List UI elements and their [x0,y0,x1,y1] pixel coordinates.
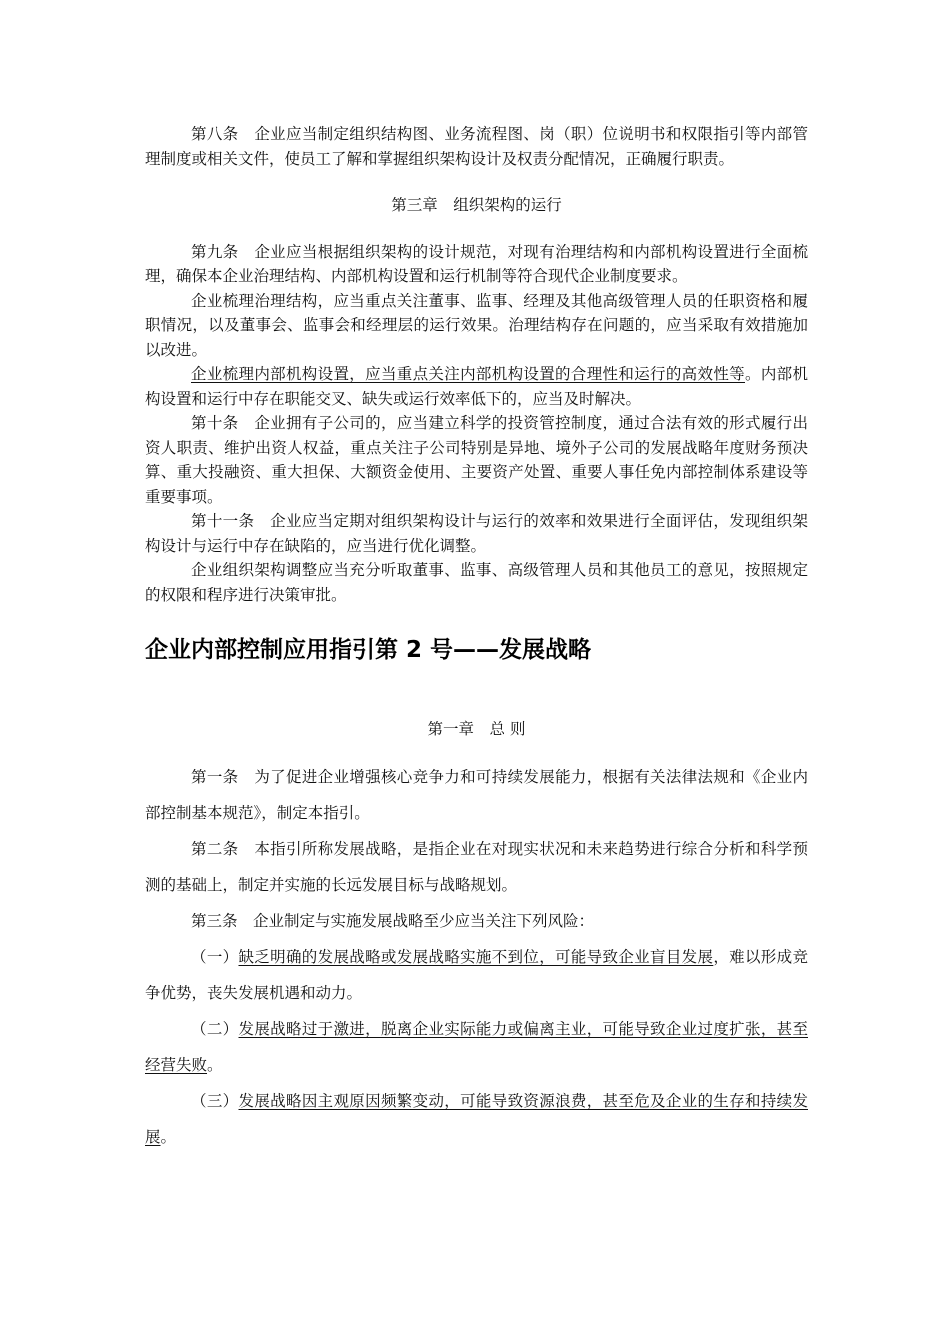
paragraph-adjustment: 企业组织架构调整应当充分听取董事、监事、高级管理人员和其他员工的意见，按照规定的权限和程序进行决策审批。 [145,561,808,604]
section-heading: 企业内部控制应用指引第 2 号——发展战略 [145,637,592,663]
paragraph-governance: 企业梳理治理结构，应当重点关注董事、监事、经理及其他高级管理人员的任职资格和履职情况，以及董事会、监事会和经理层的运行效果。治理结构存在问题的，应当采取有效措施加以改进。 [145,291,808,359]
article-11 [145,509,808,558]
underlined-text: 发展战略因主观原因频繁变动，可能导致资源浪费，甚至危及企业的生存和持续发展 [145,1091,808,1146]
chapter-3-heading [145,193,808,218]
strategy-article-2 [145,831,808,903]
risk-number: （二） [191,1019,239,1038]
chapter-title: 组织架构的运行 [453,196,562,214]
article-text: 企业应当制定组织结构图、业务流程图、岗（职）位说明书和权限指引等内部管理制度或相关文件，使员工了解和掌握组织架构设计及权责分配情况，正确履行职责。 [145,125,808,168]
article-label: 第十条 [191,414,239,432]
paragraph-internal-org [145,362,808,411]
article-label: 第一条 [191,767,239,786]
article-text: 企业应当根据组织架构的设计规范，对现有治理结构和内部机构设置进行全面梳理，确保本企业治理结构、内部机构设置和运行机制等符合现代企业制度要求。 [145,242,808,285]
underlined-text: 缺乏明确的发展战略或发展战略实施不到位，可能导致企业盲目发展 [238,947,714,966]
article-text: 本指引所称发展战略，是指企业在对现实状况和未来趋势进行综合分析和科学预测的基础上，制定并实施的长远发展目标与战略规划。 [145,839,808,894]
strategy-articles [145,759,808,1155]
article-text: 为了促进企业增强核心竞争力和可持续发展能力，根据有关法律法规和《企业内部控制基本规范》，制定本指引。 [145,767,808,822]
plain-text: 。内部机构设置和运行中存在职能交叉、缺失或运行效率低下的，应当及时解决。 [145,365,808,408]
plain-text: 。 [207,1055,223,1074]
risk-item-3 [145,1083,808,1155]
article-9 [145,240,808,289]
article-text: 企业拥有子公司的，应当建立科学的投资管控制度，通过合法有效的形式履行出资人职责、维护出资人权益，重点关注子公司特别是异地、境外子公司的发展战略年度财务预决算、重大投融资、重大担保、大额资金使用、主要资产处置、重要人事任免内部控制体系建设等重要事项。 [145,414,808,506]
article-10 [145,411,808,509]
underlined-text: 企业梳理内部机构设置，应当重点关注内部机构设置的合理性和运行的高效性等 [191,365,745,383]
chapter-number: 第一章 [427,720,475,738]
risk-number: （一） [191,947,239,966]
article-label: 第三条 [191,911,238,930]
plain-text: 。 [160,1127,177,1146]
article-text: 企业应当定期对组织架构设计与运行的效率和效果进行全面评估，发现组织架构设计与运行中存在缺陷的，应当进行优化调整。 [145,512,808,555]
article-label: 第八条 [191,125,239,143]
underlined-text: 发展战略过于激进，脱离企业实际能力或偏离主业，可能导致企业过度扩张，甚至经营失败 [145,1019,808,1074]
chapter-number: 第三章 [391,196,438,214]
risk-item-1 [145,939,808,1011]
article-text: 企业制定与实施发展战略至少应当关注下列风险： [253,911,595,930]
chapter-1-heading [145,717,808,742]
article-label: 第九条 [191,242,239,261]
document-body [145,122,808,1155]
strategy-article-3 [145,903,808,939]
risk-number: （三） [191,1091,239,1110]
risk-item-2 [145,1011,808,1083]
strategy-article-1 [145,759,808,831]
article-label: 第十一条 [191,512,255,530]
article-8 [145,122,808,171]
chapter-title: 总 则 [489,720,526,738]
plain-text: ，难以形成竞争优势，丧失发展机遇和动力。 [145,947,808,1002]
article-label: 第二条 [191,839,239,858]
